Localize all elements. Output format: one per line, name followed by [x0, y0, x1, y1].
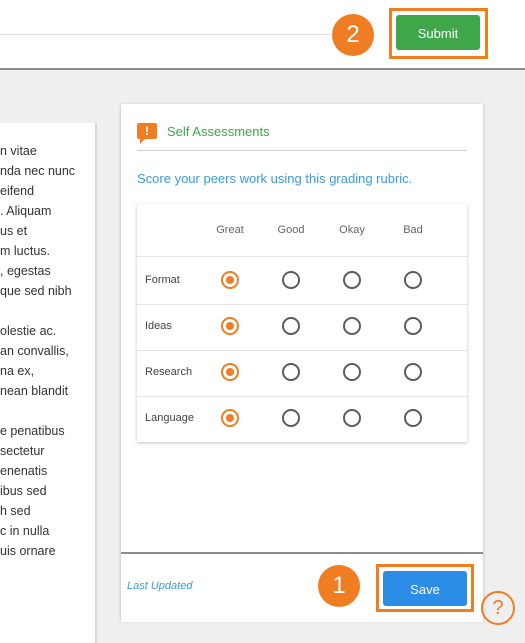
document-text-line: c in nulla — [0, 524, 50, 538]
rubric-instructions: Score your peers work using this grading rubric. — [137, 171, 413, 186]
document-text-line: , egestas — [0, 264, 51, 278]
document-text-line: h sed — [0, 504, 31, 518]
rubric-row-format — [137, 258, 467, 305]
rubric-row-language — [137, 396, 467, 442]
document-text-line: us et — [0, 224, 28, 238]
radio-ideas-great[interactable] — [221, 317, 239, 335]
radio-ideas-good[interactable] — [282, 317, 300, 335]
radio-research-okay[interactable] — [343, 363, 361, 381]
radio-language-bad[interactable] — [404, 409, 422, 427]
rubric-column-bad: Bad — [403, 224, 423, 236]
radio-language-good[interactable] — [282, 409, 300, 427]
document-text-line: n vitae — [0, 144, 37, 158]
rubric-header-divider — [137, 256, 467, 257]
document-text-line: uis ornare — [0, 544, 56, 558]
rubric-row-label: Format — [145, 274, 180, 286]
rubric-column-great: Great — [216, 224, 244, 236]
last-updated-link[interactable]: Last Updated — [127, 580, 193, 592]
radio-format-good[interactable] — [282, 271, 300, 289]
card-header — [137, 122, 467, 151]
alert-flag-icon: ! — [137, 123, 157, 139]
rubric-row-label: Language — [145, 412, 194, 424]
rubric-row-ideas — [137, 304, 467, 351]
document-text-line: m luctus. — [0, 244, 51, 258]
document-text-line: sectetur — [0, 444, 45, 458]
rubric-row-research — [137, 350, 467, 397]
help-icon[interactable]: ? — [481, 591, 515, 625]
divider — [0, 34, 330, 35]
document-panel — [0, 123, 97, 643]
rubric-row-label: Research — [145, 366, 193, 378]
radio-ideas-okay[interactable] — [343, 317, 361, 335]
radio-research-good[interactable] — [282, 363, 300, 381]
document-text-line: nda nec nunc — [0, 164, 76, 178]
document-text-line: . Aliquam — [0, 204, 52, 218]
step-2-badge: 2 — [332, 14, 374, 56]
document-text-line: ibus sed — [0, 484, 47, 498]
rubric-column-good: Good — [277, 224, 305, 236]
document-text-line: e penatibus — [0, 424, 65, 438]
radio-ideas-bad[interactable] — [404, 317, 422, 335]
radio-format-bad[interactable] — [404, 271, 422, 289]
radio-language-okay[interactable] — [343, 409, 361, 427]
document-text-line: eifend — [0, 184, 35, 198]
save-button[interactable]: Save — [383, 571, 467, 606]
submit-button[interactable]: Submit — [396, 15, 480, 50]
radio-language-great[interactable] — [221, 409, 239, 427]
document-text-line: na ex, — [0, 364, 35, 378]
self-assessment-card — [121, 104, 483, 620]
radio-format-okay[interactable] — [343, 271, 361, 289]
grading-rubric — [137, 204, 467, 442]
step-1-badge: 1 — [318, 565, 360, 607]
radio-format-great[interactable] — [221, 271, 239, 289]
document-text-line: an convallis, — [0, 344, 69, 358]
document-text-line: que sed nibh — [0, 284, 72, 298]
card-title: Self Assessments — [167, 124, 270, 139]
radio-research-great[interactable] — [221, 363, 239, 381]
rubric-column-okay: Okay — [339, 224, 365, 236]
document-text-line: enenatis — [0, 464, 48, 478]
document-text-line: nean blandit — [0, 384, 69, 398]
document-text-line: olestie ac. — [0, 324, 57, 338]
radio-research-bad[interactable] — [404, 363, 422, 381]
rubric-row-label: Ideas — [145, 320, 172, 332]
